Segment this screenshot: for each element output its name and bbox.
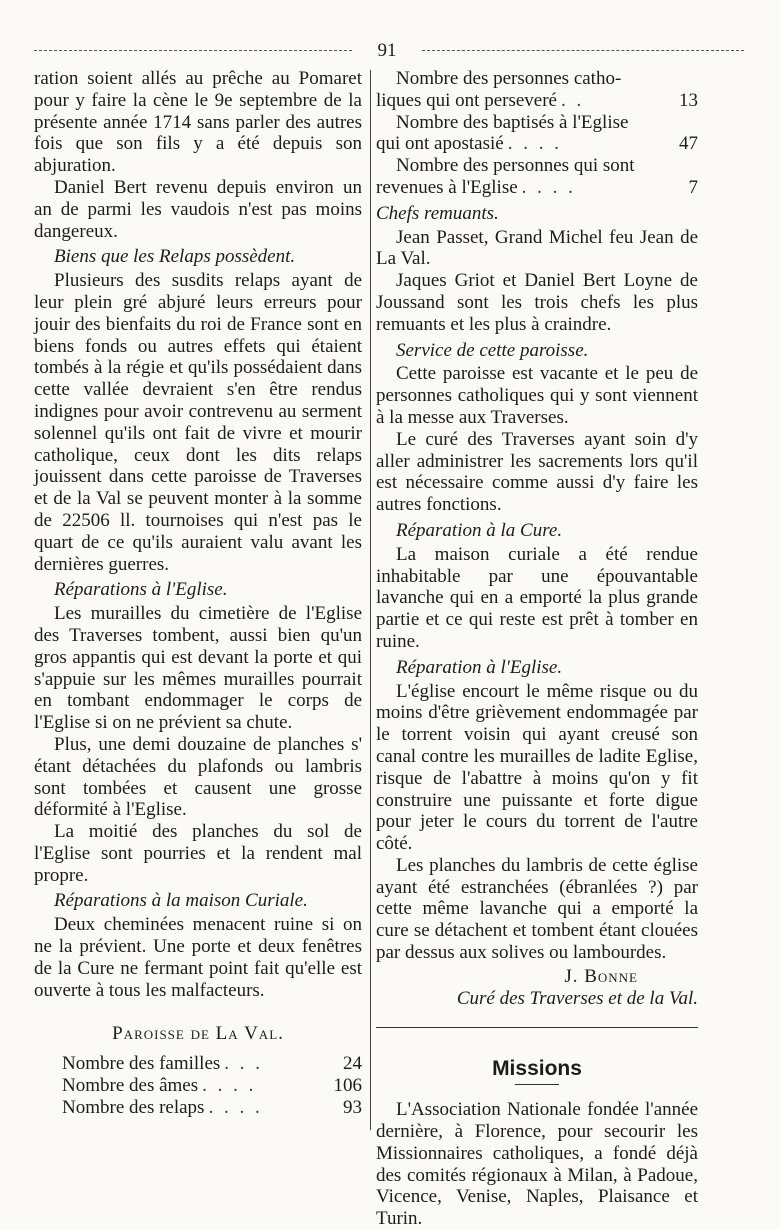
paroisse-title: Paroisse de La Val.: [112, 1023, 284, 1045]
column-divider: [370, 70, 371, 1130]
header-rule-left: [34, 50, 352, 51]
heading-reparations-eglise: Réparations à l'Eglise.: [54, 579, 228, 601]
signature-title: Curé des Traverses et de la Val.: [456, 987, 698, 1009]
stat-baptises-line-1: Nombre des baptisés à l'Eglise: [396, 111, 629, 133]
reparations-eglise-paragraph-1: Les murailles du cimetière de l'Eglise des Traverses tombent, aussi bien qu'un gros appantis qui est devant la porte et qui s'appuie sur les mêmes murailles pourrait en tombant endommager le corps de l'Eglise si on ne prévient sa chute.: [34, 603, 362, 734]
heading-reparations-maison: Réparations à la maison Curiale.: [54, 890, 308, 912]
reparations-eglise-paragraph-2: Plus, une demi douzaine de planches s' étant détachées du plafonds ou lambris sont tombées et causent une grosse déformité à l'Eglise.: [34, 733, 362, 821]
right-column: [376, 68, 698, 1230]
reparation-cure-paragraph: La maison curiale a été rendue inhabitable par une épouvantable lavanche qui en a emporté la plus grande partie et ce qui reste est prêt à tomber en ruine.: [376, 543, 698, 652]
stat-revenues-line-1: Nombre des personnes qui sont: [396, 155, 635, 177]
missions-rule: [515, 1084, 559, 1085]
chefs-paragraph-2: Jaques Griot et Daniel Bert Loyne de Joussand sont les trois chefs les plus remuants et les plus à craindre.: [376, 270, 698, 335]
signature-name: J. Bonne: [564, 965, 638, 987]
header-rule-right: [422, 50, 744, 51]
stat-row-ames: Nombre des âmes . . . . 106: [62, 1075, 362, 1097]
left-column: [34, 68, 362, 1119]
heading-chefs: Chefs remuants.: [376, 202, 499, 224]
bert-paragraph: Daniel Bert revenu depuis environ un an de parmi les vaudois n'est pas moins dangereux.: [34, 176, 362, 242]
stat-row-baptises: qui ont apostasié . . . . 47: [376, 133, 698, 155]
missions-paragraph: L'Association Nationale fondée l'année dernière, à Florence, pour secourir les Missionnaires catholiques, a fondé déjà des comités régionaux à Milan, à Padoue, Vicence, Venise, Naples, Plaisance et Turin.: [376, 1099, 698, 1230]
service-paragraph-2: Le curé des Traverses ayant soin d'y aller administrer les sacrements lors qu'il est nécessaire comme aussi d'y faire les autres fonctions.: [376, 428, 698, 516]
heading-reparation-eglise-right: Réparation à l'Eglise.: [396, 656, 563, 678]
reparation-eglise-paragraph-2: Les planches du lambris de cette église ayant été estranchées (ébranlées ?) par cette même lavanche qui a emporté la cure se détachent et tombent étant clouées par dessus aux solives ou lambourdes.: [376, 854, 698, 964]
heading-service: Service de cette paroisse.: [396, 339, 589, 361]
reparation-eglise-paragraph-1: L'église encourt le même risque ou du moins d'être grièvement endommagée par le torrent voisin qui ayant creusé son canal contre les murailles de ladite Eglise, risque de l'abattre à moins qu'on y fit construire une puissante et forte digue pour jeter le cours du torrent de l'autre côté.: [376, 680, 698, 855]
chefs-paragraph-1: Jean Passet, Grand Michel feu Jean de La Val.: [376, 226, 698, 270]
reparations-eglise-paragraph-3: La moitié des planches du sol de l'Eglise sont pourries et la rendent mal propre.: [34, 821, 362, 886]
stat-row-catholiques: liques qui ont perseveré . . 13: [376, 89, 698, 111]
page-number: 91: [377, 40, 397, 61]
heading-reparation-cure: Réparation à la Cure.: [396, 519, 563, 541]
stat-row-revenues: revenues à l'Eglise . . . . 7: [376, 176, 698, 198]
heading-biens: Biens que les Relaps possèdent.: [54, 246, 296, 268]
stat-row-familles: Nombre des familles . . . 24: [62, 1053, 362, 1075]
reparations-maison-paragraph: Deux cheminées menacent ruine si on ne la prévient. Une porte et deux fenêtres de la Cure ne fermant point fait qu'elle est ouverte à tous les malfacteurs.: [34, 914, 362, 1001]
intro-paragraph: ration soient allés au prêche au Pomaret pour y faire la cène le 9e septembre de la présente année 1714 sans parler des autres fois que son fils y a été depuis son abjuration.: [34, 68, 362, 177]
section-rule: [376, 1027, 698, 1028]
service-paragraph-1: Cette paroisse est vacante et le peu de personnes catholiques qui y sont viennent à la messe aux Traverses.: [376, 363, 698, 428]
page-header: [34, 40, 744, 62]
missions-title: Missions: [492, 1057, 582, 1081]
biens-paragraph: Plusieurs des susdits relaps ayant de leur plein gré abjuré leurs erreurs pour jouir des bienfaits du roi de France sont en biens fonds ou autres effets qui étaient tombés à la régie et qu'ils possédaient dans cette vallée devraient s'en être rendus indignes pour avoir contrevenu au serment solennel qu'ils ont fait de vivre et mourir catholique, ceux dont les dits relaps jouissent dans cette paroisse de Traverses et de la Val se peuvent monter à la somme de 22506 ll. tournoises qui n'est pas le quart de ce qu'ils auraient valu avant les dernières guerres.: [34, 270, 362, 575]
stat-catholiques-line-1: Nombre des personnes catho-: [396, 68, 622, 89]
stat-row-relaps: Nombre des relaps . . . . 93: [62, 1096, 362, 1118]
